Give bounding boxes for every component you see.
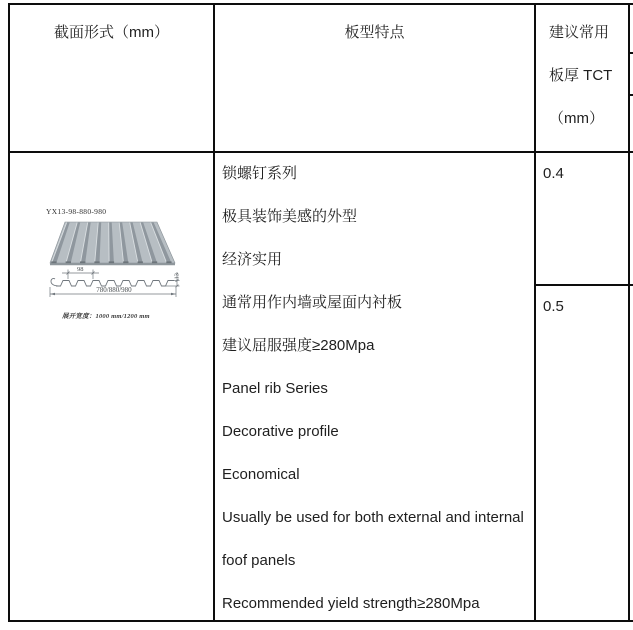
unfolded-width-caption: 展开宽度：1000 mm/1200 mm [62, 313, 150, 320]
header-cell-panel-features: 板型特点 [344, 24, 405, 41]
feature-line: Panel rib Series [222, 380, 328, 397]
header-cell-section-form: 截面形式（mm） [54, 24, 169, 41]
header-thickness-line3: （mm） [549, 110, 604, 127]
feature-line: foof panels [222, 552, 296, 569]
feature-line: Recommended yield strength≥280Mpa [222, 595, 480, 612]
feature-line: Economical [222, 466, 300, 483]
panel-3d-view [50, 222, 175, 265]
panel-model-label: YX13-98-880-980 [46, 207, 107, 216]
feature-line: 建议屈服强度≥280Mpa [222, 337, 375, 354]
feature-line: 通常用作内墙或屋面内衬板 [222, 294, 403, 311]
feature-line: 锁螺钉系列 [222, 165, 298, 182]
header-thickness-line2: 板厚 TCT [549, 67, 613, 84]
header-cell-thickness [549, 11, 629, 140]
panel-profile-view [50, 266, 181, 297]
header-thickness-line1: 建议常用 [549, 24, 610, 41]
feature-line: Decorative profile [222, 423, 339, 440]
feature-line: Usually be used for both external and internal [222, 509, 524, 526]
feature-line: 极具装饰美感的外型 [222, 208, 358, 225]
feature-line: 经济实用 [222, 251, 283, 268]
thickness-value-1: 0.4 [543, 165, 564, 182]
dim-pitch [62, 266, 99, 279]
dim-height-label: 13 [173, 273, 181, 280]
dim-cover-width [50, 286, 176, 297]
panel-features-cell [222, 152, 534, 625]
dim-pitch-label: 98 [77, 266, 84, 273]
dim-cover-width-label: 780/880/980 [96, 286, 132, 294]
thickness-value-2: 0.5 [543, 298, 564, 315]
table-border-top [8, 3, 633, 5]
panel-section-drawing [8, 200, 214, 330]
dim-height [166, 272, 181, 287]
col-divider-2 [534, 3, 536, 622]
